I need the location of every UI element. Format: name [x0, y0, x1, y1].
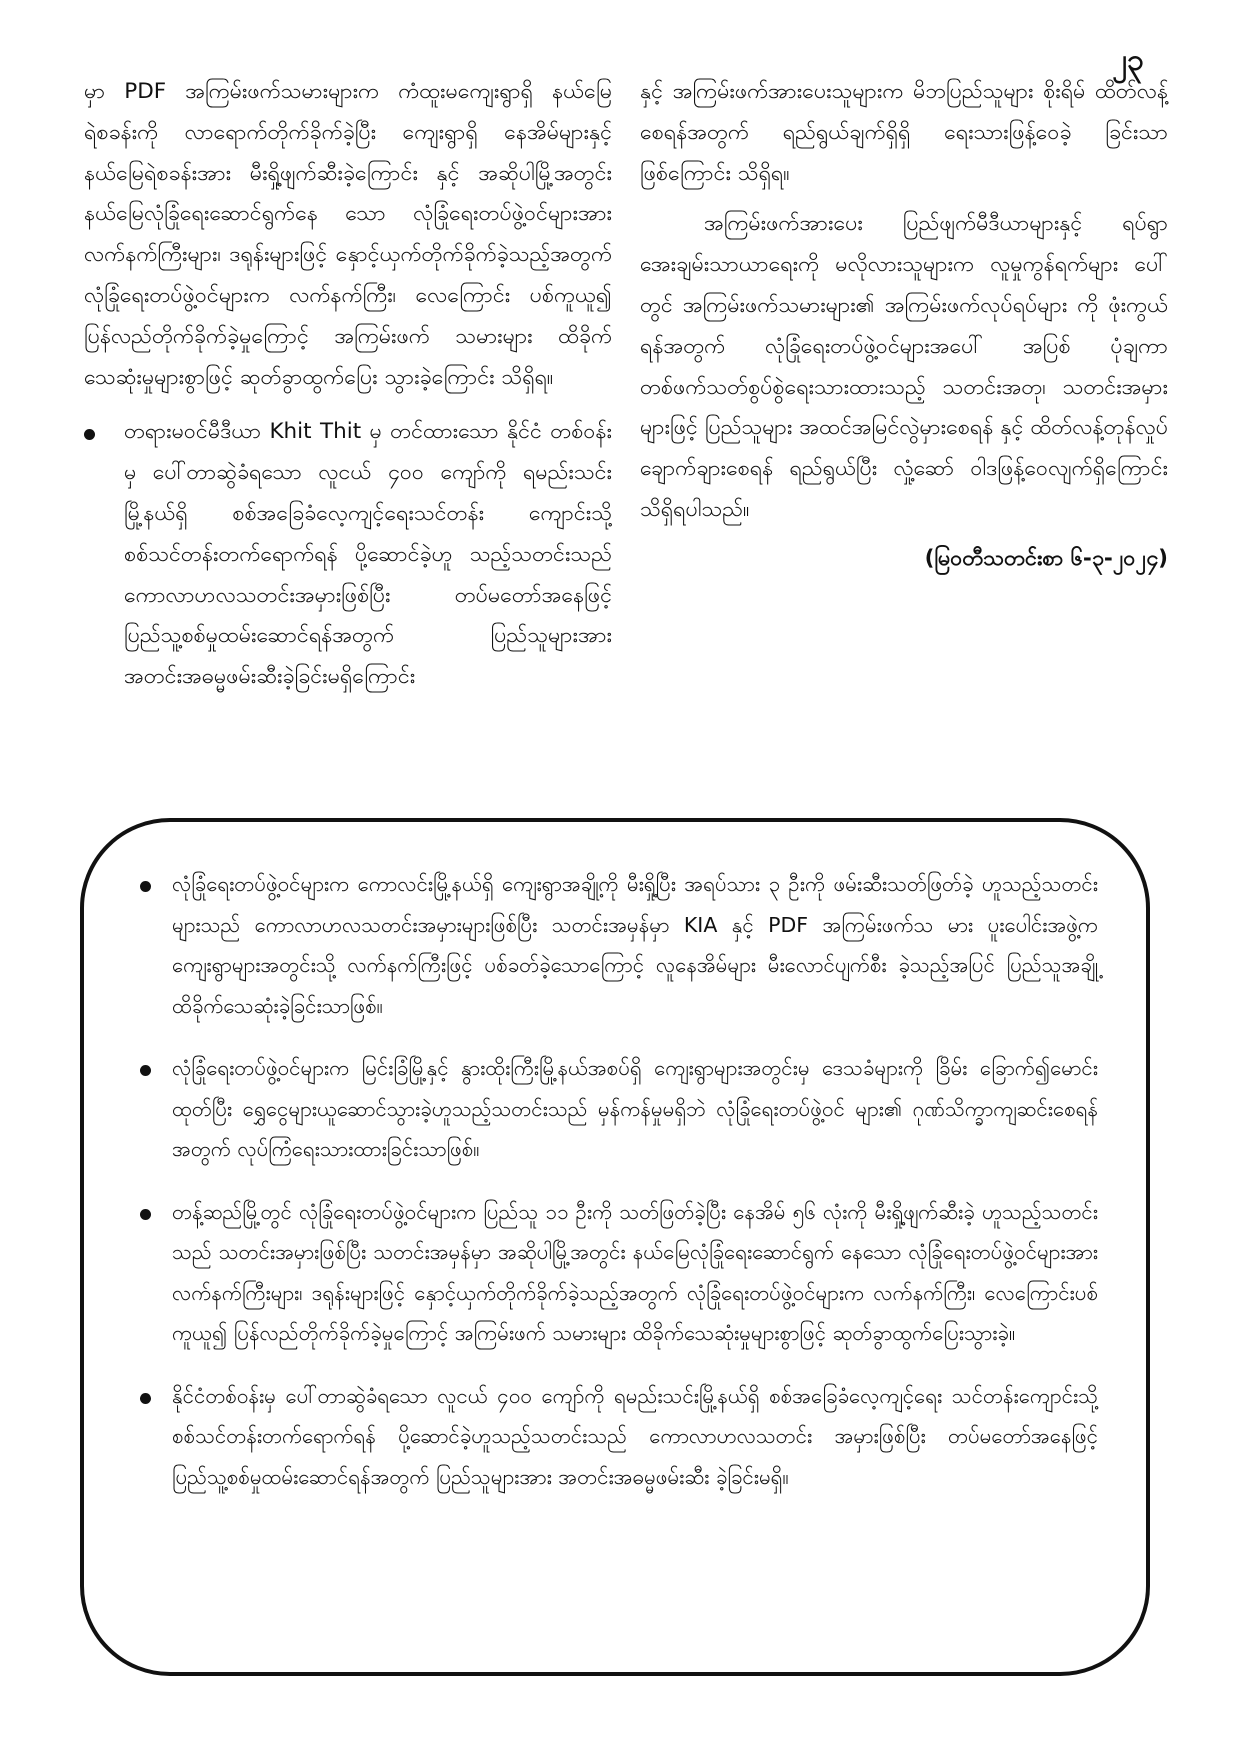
left-bullet-item [84, 412, 612, 698]
summary-item-text: နိုင်ငံတစ်ဝန်းမှ ပေါ်တာဆွဲခံရသော လူငယ် ၄၀၀ ကျော်ကို ရမည်းသင်းမြို့နယ်ရှိ စစ်အခြေခံလေ့ကျင့်ရေး သင်တန်းကျောင်းသို့ စစ်သင်တန်းတက်ရောက်ရန် ပို့ဆောင်ခဲ့ဟူသည့်သတင်းသည် ကောလာဟလသတင်း အမှားဖြစ်ပြီး တပ်မတော်အနေဖြင့် ပြည်သူ့စစ်မှုထမ်းဆောင်ရန်အတွက် ပြည်သူများအား အတင်းအဓမ္မဖမ်းဆီး ခဲ့ခြင်းမရှိ။ [172, 1383, 1098, 1489]
summary-item [126, 1048, 1098, 1170]
left-paragraph: မှာ PDF အကြမ်းဖက်သမားများက ကံထူးမကျေးရွာရှိ နယ်မြေရဲစခန်းကို လာရောက်တိုက်ခိုက်ခဲ့ပြီး ကျေးရွာရှိ နေအိမ်များနှင့် နယ်မြေရဲစခန်းအား မီးရှို့ဖျက်ဆီးခဲ့ကြောင်း နှင့် အဆိုပါမြို့အတွင်း နယ်မြေလုံခြုံရေးဆောင်ရွက်နေ သော လုံခြုံရေးတပ်ဖွဲ့ဝင်များအား လက်နက်ကြီးများ၊ ဒရုန်းများဖြင့် နှောင့်ယှက်တိုက်ခိုက်ခဲ့သည့်အတွက် လုံခြုံရေးတပ်ဖွဲ့ဝင်များက လက်နက်ကြီး၊ လေကြောင်း ပစ်ကူယူ၍ ပြန်လည်တိုက်ခိုက်ခဲ့မှုကြောင့် အကြမ်းဖက် သမားများ ထိခိုက်သေဆုံးမှုများစွာဖြင့် ဆုတ်ခွာထွက်ပြေး သွားခဲ့ကြောင်း သိရှိရ။ [84, 79, 612, 390]
summary-item-text: တန့်ဆည်မြို့တွင် လုံခြုံရေးတပ်ဖွဲ့ဝင်များက ပြည်သူ ၁၁ ဦးကို သတ်ဖြတ်ခဲ့ပြီး နေအိမ် ၅၆ လုံးကို မီးရှို့ဖျက်ဆီးခဲ့ ဟူသည့်သတင်းသည် သတင်းအမှားဖြစ်ပြီး သတင်းအမှန်မှာ အဆိုပါမြို့အတွင်း နယ်မြေလုံခြုံရေးဆောင်ရွက် နေသော လုံခြုံရေးတပ်ဖွဲ့ဝင်များအား လက်နက်ကြီးများ၊ ဒရုန်းများဖြင့် နှောင့်ယှက်တိုက်ခိုက်ခဲ့သည့်အတွက် လုံခြုံရေးတပ်ဖွဲ့ဝင်များက လက်နက်ကြီး၊ လေကြောင်းပစ်ကူယူ၍ ပြန်လည်တိုက်ခိုက်ခဲ့မှုကြောင့် အကြမ်းဖက် သမားများ ထိခိုက်သေဆုံးမှုများစွာဖြင့် ဆုတ်ခွာထွက်ပြေးသွားခဲ့။ [172, 1199, 1098, 1345]
summary-list [126, 864, 1098, 1519]
bullet-icon [84, 429, 95, 440]
summary-item [126, 864, 1098, 1026]
left-bullet-text: တရားမဝင်မီဒီယာ Khit Thit မှ တင်ထားသော နိုင်ငံ တစ်ဝန်းမှ ပေါ်တာဆွဲခံရသော လူငယ် ၄၀၀ ကျော်ကို ရမည်းသင်းမြို့နယ်ရှိ စစ်အခြေခံလေ့ကျင့်ရေးသင်တန်း ကျောင်းသို့ စစ်သင်တန်းတက်ရောက်ရန် ပို့ဆောင်ခဲ့ဟူ သည့်သတင်းသည် ကောလာဟလသတင်းအမှားဖြစ်ပြီး တပ်မတော်အနေဖြင့် ပြည်သူ့စစ်မှုထမ်းဆောင်ရန်အတွက် ပြည်သူများအား အတင်းအဓမ္မဖမ်းဆီးခဲ့ခြင်းမရှိကြောင်း [124, 419, 612, 690]
right-column [640, 72, 1168, 580]
bullet-icon [140, 1393, 151, 1404]
summary-item-text: လုံခြုံရေးတပ်ဖွဲ့ဝင်များက ကောလင်းမြို့နယ်ရှိ ကျေးရွာအချို့ကို မီးရှို့ပြီး အရပ်သား ၃ ဦးကို ဖမ်းဆီးသတ်ဖြတ်ခဲ့ ဟူသည့်သတင်းများသည် ကောလာဟလသတင်းအမှားများဖြစ်ပြီး သတင်းအမှန်မှာ KIA နှင့် PDF အကြမ်းဖက်သ မား ပူးပေါင်းအဖွဲ့က ကျေးရွာများအတွင်းသို့ လက်နက်ကြီးဖြင့် ပစ်ခတ်ခဲ့သောကြောင့် လူနေအိမ်များ မီးလောင်ပျက်စီး ခဲ့သည့်အပြင် ပြည်သူအချို့ ထိခိုက်သေဆုံးခဲ့ခြင်းသာဖြစ်။ [172, 872, 1098, 1018]
source-citation: (မြဝတီသတင်းစာ ၆-၃-၂၀၂၄) [924, 545, 1168, 571]
right-paragraph-1: နှင့် အကြမ်းဖက်အားပေးသူများက မိဘပြည်သူများ စိုးရိမ် ထိတ်လန့်စေရန်အတွက် ရည်ရွယ်ချက်ရှိရှိ ရေးသားဖြန့်ဝေခဲ့ ခြင်းသာဖြစ်ကြောင်း သိရှိရ။ [640, 79, 1168, 186]
summary-item [126, 1192, 1098, 1354]
page-number: ၂၃ [1112, 43, 1144, 78]
bullet-icon [140, 1209, 151, 1220]
summary-box [80, 818, 1150, 1676]
bullet-icon [140, 1065, 151, 1076]
right-paragraph-2: အကြမ်းဖက်အားပေး ပြည်ဖျက်မီဒီယာများနှင့် ရပ်ရွာ အေးချမ်းသာယာရေးကို မလိုလားသူများက လူမှုကွန်ရက်များ ပေါ်တွင် အကြမ်းဖက်သမားများ၏ အကြမ်းဖက်လုပ်ရပ်များ ကို ဖုံးကွယ်ရန်အတွက် လုံခြုံရေးတပ်ဖွဲ့ဝင်များအပေါ် အပြစ် ပုံချကာ တစ်ဖက်သတ်စွပ်စွဲရေးသားထားသည့် သတင်းအတု၊ သတင်းအမှားများဖြင့် ပြည်သူများ အထင်အမြင်လွဲမှားစေရန် နှင့် ထိတ်လန့်တုန်လှုပ်ချောက်ချားစေရန် ရည်ရွယ်ပြီး လှုံ့ဆော် ဝါဒဖြန့်ဝေလျက်ရှိကြောင်း သိရှိရပါသည်။ [640, 211, 1168, 522]
bullet-icon [140, 881, 151, 892]
summary-item-text: လုံခြုံရေးတပ်ဖွဲ့ဝင်များက မြင်းခြံမြို့နှင့် နွားထိုးကြီးမြို့နယ်အစပ်ရှိ ကျေးရွာများအတွင်းမှ ဒေသခံများကို ခြိမ်း ခြောက်၍မောင်းထုတ်ပြီး ရွှေငွေများယူဆောင်သွားခဲ့ဟူသည့်သတင်းသည် မှန်ကန်မှုမရှိဘဲ လုံခြုံရေးတပ်ဖွဲ့ဝင် များ၏ ဂုဏ်သိက္ခာကျဆင်းစေရန်အတွက် လုပ်ကြံရေးသားထားခြင်းသာဖြစ်။ [172, 1056, 1098, 1161]
left-column [84, 72, 612, 698]
two-column-article [84, 72, 1168, 812]
summary-item [126, 1376, 1098, 1498]
